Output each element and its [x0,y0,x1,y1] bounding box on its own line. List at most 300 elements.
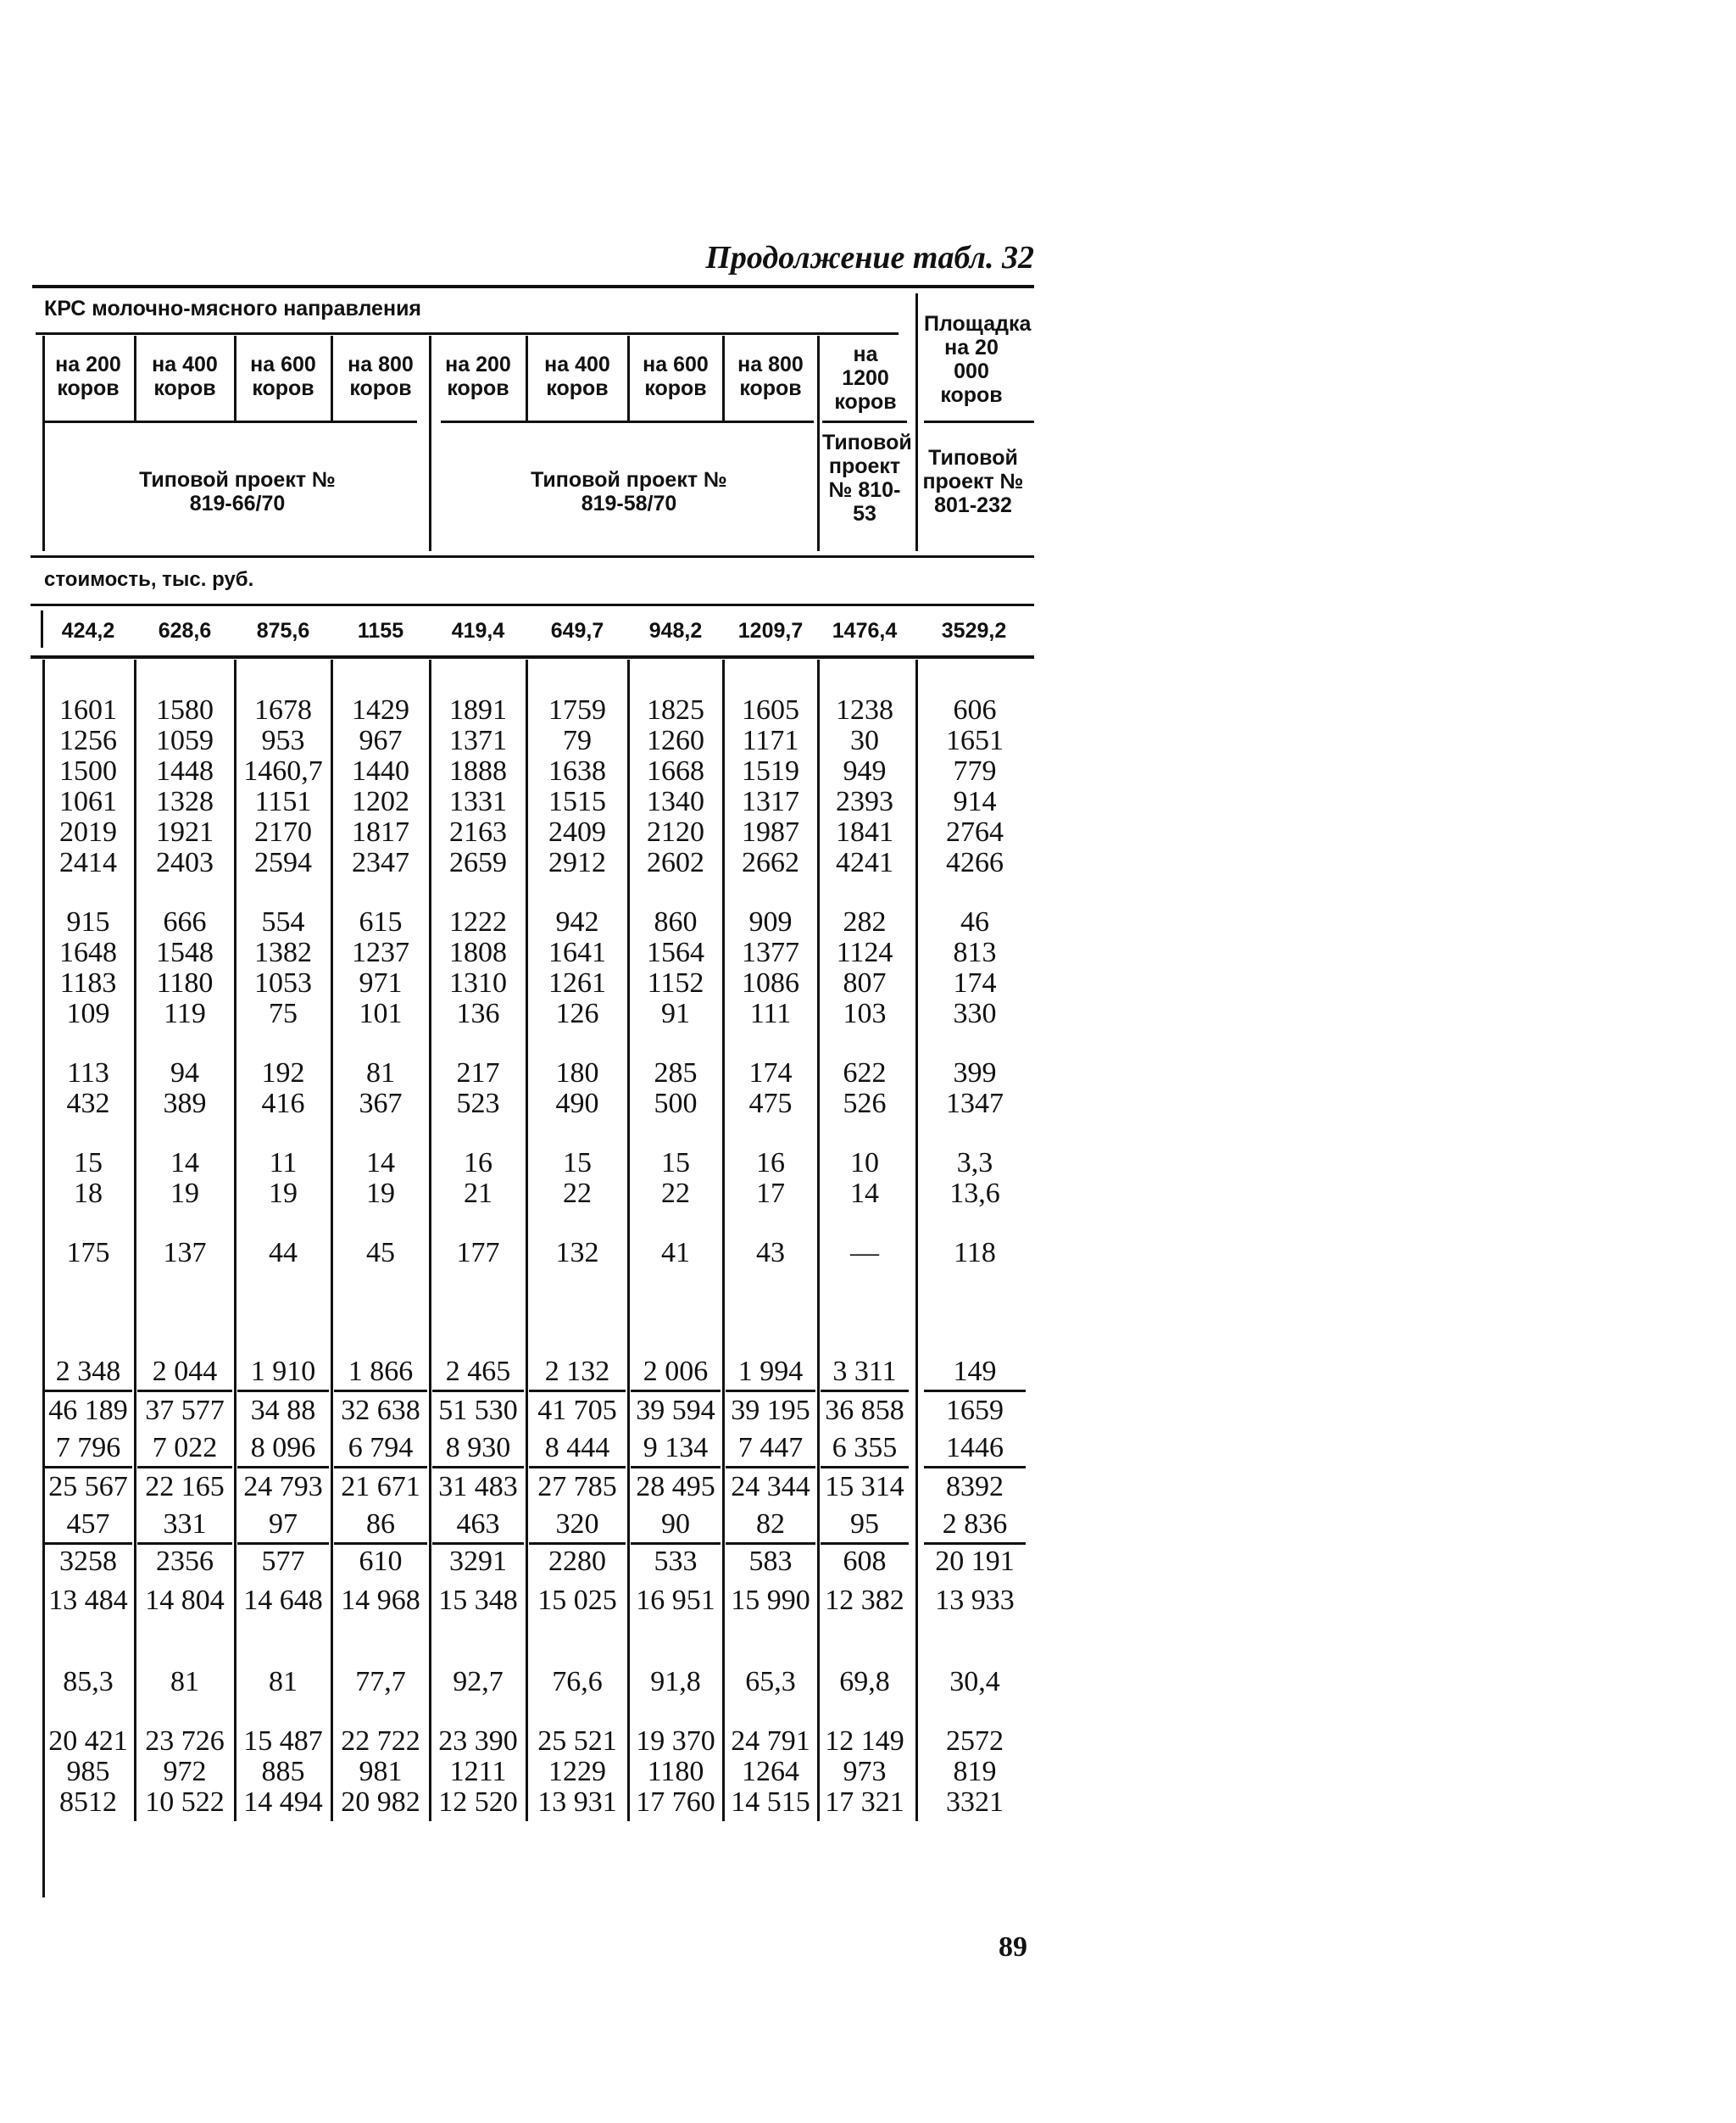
table-cell: 6 794 [334,1433,427,1463]
table-cell: 25 521 [537,1725,617,1757]
table-cell: 1053 [254,967,312,999]
table-cell: 915 [66,906,110,938]
table-cell: 282 [843,906,887,938]
table-cell: 490 [555,1088,599,1119]
table-cell: 46 [960,906,989,938]
header-vline [234,336,236,421]
table-cell: 15 [74,1147,103,1179]
table-cell: 1548 [156,937,214,968]
table-cell: 949 [843,755,887,787]
table-cell: 2356 [156,1546,214,1577]
table-cell: 14 494 [243,1786,323,1818]
table-cell: 4241 [836,847,893,878]
table-continuation-caption: Продолжение табл. 32 [705,240,1034,276]
project-rule-d [924,421,1034,423]
cost-value: 1209,7 [737,619,804,643]
table-cell: 1222 [449,906,507,938]
table-cell: 22 165 [145,1471,225,1502]
table-cell: 971 [359,967,403,999]
table-cell: 75 [269,998,298,1029]
table-cell: 2 465 [432,1357,524,1387]
table-cell: 860 [654,906,698,938]
project-label: Типовой проект № 819-58/70 [531,468,727,515]
table-cell: 1987 [742,816,799,848]
table-cell: 7 796 [44,1433,132,1463]
table-cell: 25 567 [48,1471,128,1502]
cost-value: 875,6 [256,619,310,643]
table-cell: 622 [843,1057,887,1089]
table-cell: 1377 [742,937,799,968]
table-cell: 1580 [156,694,214,726]
table-cell: 1328 [156,786,214,817]
table-cell: 10 522 [145,1786,225,1818]
table-cell: 217 [456,1057,500,1089]
table-cell: 15 025 [537,1585,617,1616]
table-cell: 2347 [352,847,409,878]
table-cell: 15 348 [438,1585,518,1616]
table-cell: 1641 [548,937,606,968]
table-cell: 1331 [449,786,507,817]
header-vline [722,336,725,421]
header-vline [526,336,528,421]
table-cell: 19 [170,1178,199,1209]
table-cell: 136 [456,998,500,1029]
table-cell: 21 671 [341,1471,420,1502]
table-cell: 13 931 [537,1786,617,1818]
table-cell: 177 [456,1237,500,1268]
table-cell: 17 760 [636,1786,715,1818]
table-cell: 1347 [946,1088,1004,1119]
table-cell: 972 [163,1756,207,1787]
table-cell: 330 [953,998,997,1029]
table-cell: 192 [261,1057,305,1089]
table-cell: 24 793 [243,1471,323,1502]
column-separator [526,660,528,1821]
table-cell: 21 [464,1178,492,1209]
table-cell: 1059 [156,725,214,756]
project-label: Типовой проект № 801-232 [922,446,1024,517]
cost-value: 1476,4 [832,619,898,643]
table-cell: 15 487 [243,1725,323,1757]
table-cell: 8512 [59,1786,117,1818]
table-cell: 24 344 [731,1471,810,1502]
table-cell: 914 [953,786,997,817]
column-header: на 1200 коров [834,343,897,414]
table-cell: 28 495 [636,1471,715,1502]
table-cell: 1317 [742,786,799,817]
table-cell: 149 [924,1357,1026,1387]
table-cell: 2594 [254,847,312,878]
table-cell: 85,3 [63,1666,114,1697]
table-cell: 1659 [946,1395,1004,1426]
table-cell: 1891 [449,694,507,726]
table-cell: 1 994 [726,1357,815,1387]
table-cell: 14 648 [243,1585,323,1616]
table-cell: 4266 [946,847,1004,878]
table-cell: 174 [748,1057,793,1089]
table-cell: 1237 [352,937,409,968]
table-cell: 34 88 [250,1395,316,1426]
table-cell: 126 [555,998,599,1029]
table-cell: 1382 [254,937,312,968]
table-cell: — [850,1237,879,1268]
table-cell: 416 [261,1088,305,1119]
table-cell: 1152 [647,967,704,999]
table-cell: 91 [661,998,690,1029]
table-cell: 14 [170,1147,199,1179]
table-cell: 18 [74,1178,103,1209]
table-cell: 19 [269,1178,298,1209]
table-cell: 175 [66,1237,110,1268]
top-rule [32,285,1034,288]
table-cell: 3 311 [821,1357,909,1387]
table-cell: 1124 [836,937,893,968]
table-cell: 2659 [449,847,507,878]
table-cell: 16 [756,1147,785,1179]
cost-value: 1155 [357,619,404,643]
table-cell: 523 [456,1088,500,1119]
table-cell: 1 866 [334,1357,427,1387]
cost-value: 628,6 [158,619,212,643]
table-cell: 14 515 [731,1786,810,1818]
table-cell: 95 [821,1509,909,1540]
table-cell: 1638 [548,755,606,787]
column-separator [134,660,136,1821]
table-cell: 526 [843,1088,887,1119]
table-cell: 79 [563,725,592,756]
table-cell: 91,8 [650,1666,701,1697]
table-cell: 1183 [59,967,117,999]
table-cell: 1817 [352,816,409,848]
table-cell: 8 444 [529,1433,626,1463]
table-cell: 320 [529,1509,626,1540]
unit-rule-top [31,555,1034,558]
project-rule-b [441,421,814,423]
header-vline [429,336,431,551]
table-cell: 909 [748,906,793,938]
column-header: на 200 коров [55,353,121,400]
header-vline [915,293,918,551]
table-cell: 1605 [742,694,799,726]
table-cell: 367 [359,1088,403,1119]
table-cell: 22 [563,1178,592,1209]
table-cell: 37 577 [145,1395,225,1426]
table-cell: 1429 [352,694,409,726]
table-cell: 432 [66,1088,110,1119]
table-cell: 2 044 [137,1357,232,1387]
table-cell: 1841 [836,816,893,848]
table-cell: 1515 [548,786,606,817]
table-cell: 2 836 [924,1509,1026,1540]
table-cell: 1264 [742,1756,799,1787]
table-cell: 46 189 [48,1395,128,1426]
table-cell: 20 982 [341,1786,420,1818]
table-cell: 15 [563,1147,592,1179]
column-header: на 400 коров [152,353,218,400]
table-cell: 2120 [647,816,704,848]
table-cell: 97 [237,1509,329,1540]
table-cell: 44 [269,1237,298,1268]
table-cell: 457 [44,1509,132,1540]
table-cell: 285 [654,1057,698,1089]
table-cell: 1564 [647,937,704,968]
table-cell: 22 722 [341,1725,420,1757]
table-cell: 111 [749,998,792,1029]
table-cell: 81 [170,1666,199,1697]
table-cell: 606 [953,694,997,726]
table-cell: 119 [164,998,206,1029]
table-cell: 65,3 [745,1666,796,1697]
table-cell: 2912 [548,847,606,878]
table-cell: 109 [66,998,110,1029]
table-cell: 2 132 [529,1357,626,1387]
table-cell: 1446 [924,1433,1026,1463]
table-cell: 15 [661,1147,690,1179]
unit-label: стоимость, тыс. руб. [44,568,254,591]
table-cell: 51 530 [438,1395,518,1426]
table-cell: 1261 [548,967,606,999]
table-cell: 615 [359,906,403,938]
table-cell: 1448 [156,755,214,787]
table-cell: 807 [843,967,887,999]
table-cell: 82 [726,1509,815,1540]
table-cell: 101 [359,998,403,1029]
table-cell: 3,3 [956,1147,993,1179]
table-cell: 1151 [254,786,312,817]
table-cell: 1238 [836,694,893,726]
table-cell: 6 355 [821,1433,909,1463]
table-cell: 7 447 [726,1433,815,1463]
table-cell: 27 785 [537,1471,617,1502]
table-cell: 1678 [254,694,312,726]
table-cell: 1371 [449,725,507,756]
table-cell: 583 [748,1546,793,1577]
table-cell: 331 [137,1509,232,1540]
table-cell: 16 951 [636,1585,715,1616]
table-cell: 2393 [836,786,893,817]
table-cell: 608 [843,1546,887,1577]
table-cell: 1171 [742,725,799,756]
table-cell: 76,6 [552,1666,603,1697]
table-cell: 1648 [59,937,117,968]
table-cell: 17 [756,1178,785,1209]
table-cell: 1460,7 [243,755,323,787]
table-cell: 180 [555,1057,599,1089]
table-cell: 132 [555,1237,599,1268]
table-cell: 24 791 [731,1725,810,1757]
table-cell: 577 [261,1546,305,1577]
table-cell: 554 [261,906,305,938]
table-cell: 610 [359,1546,403,1577]
header-vline [627,336,630,421]
table-cell: 14 968 [341,1585,420,1616]
table-cell: 3291 [449,1546,507,1577]
table-cell: 967 [359,725,403,756]
table-cell: 1 910 [237,1357,329,1387]
table-cell: 779 [953,755,997,787]
table-cell: 23 726 [145,1725,225,1757]
table-cell: 12 382 [825,1585,904,1616]
table-cell: 1759 [548,694,606,726]
table-cell: 2163 [449,816,507,848]
table-cell: 2403 [156,847,214,878]
table-cell: 1888 [449,755,507,787]
column-header: на 200 коров [445,353,511,400]
table-cell: 9 134 [631,1433,721,1463]
table-cell: 15 990 [731,1585,810,1616]
column-header: Площадка на 20 000 коров [924,312,1032,407]
table-cell: 819 [953,1756,997,1787]
table-cell: 2602 [647,847,704,878]
table-cell: 30,4 [949,1666,1000,1697]
table-cell: 1086 [742,967,799,999]
table-cell: 81 [269,1666,298,1697]
cost-value: 3529,2 [941,619,1007,643]
cost-vline [41,610,43,648]
table-cell: 3321 [946,1786,1004,1818]
table-cell: 1668 [647,755,704,787]
table-cell: 137 [163,1237,207,1268]
column-header: на 400 коров [544,353,610,400]
table-cell: 1601 [59,694,117,726]
cost-value: 948,2 [648,619,703,643]
table-cell: 113 [67,1057,109,1089]
header-vline [134,336,136,421]
column-separator [722,660,725,1821]
table-cell: 41 [661,1237,690,1268]
table-cell: 2280 [548,1546,606,1577]
table-cell: 13 484 [48,1585,128,1616]
table-cell: 2 006 [631,1357,721,1387]
table-cell: 174 [953,967,997,999]
column-separator [817,660,820,1821]
table-cell: 13,6 [949,1178,1000,1209]
table-cell: 2170 [254,816,312,848]
table-cell: 39 594 [636,1395,715,1426]
table-cell: 36 858 [825,1395,904,1426]
header-vline [817,336,820,551]
cost-value: 424,2 [61,619,115,643]
table-cell: 1061 [59,786,117,817]
table-cell: 92,7 [453,1666,504,1697]
cost-value: 419,4 [451,619,505,643]
table-cell: 2 348 [44,1357,132,1387]
column-header: на 600 коров [643,353,709,400]
column-separator [331,660,333,1821]
table-cell: 16 [464,1147,492,1179]
table-cell: 1180 [156,967,214,999]
table-cell: 1651 [946,725,1004,756]
table-cell: 12 149 [825,1725,904,1757]
table-cell: 500 [654,1088,698,1119]
group-rule [36,332,899,335]
table-cell: 20 191 [935,1546,1015,1577]
table-cell: 1340 [647,786,704,817]
table-cell: 22 [661,1178,690,1209]
column-separator [429,660,431,1821]
table-cell: 23 390 [438,1725,518,1757]
table-cell: 2409 [548,816,606,848]
group-label: КРС молочно-мясного направления [44,297,422,320]
column-separator [627,660,630,1821]
table-cell: 8 930 [432,1433,524,1463]
table-cell: 399 [953,1057,997,1089]
table-cell: 14 [850,1178,879,1209]
table-cell: 15 314 [825,1471,904,1502]
table-cell: 103 [843,998,887,1029]
table-cell: 1229 [548,1756,606,1787]
table-cell: 43 [756,1237,785,1268]
table-cell: 69,8 [839,1666,890,1697]
table-cell: 1519 [742,755,799,787]
table-cell: 973 [843,1756,887,1787]
table-cell: 3258 [59,1546,117,1577]
cost-value: 649,7 [550,619,604,643]
column-separator [915,660,918,1821]
column-header: на 800 коров [737,353,804,400]
table-cell: 12 520 [438,1786,518,1818]
table-cell: 389 [163,1088,207,1119]
table-cell: 45 [366,1237,395,1268]
table-cell: 39 195 [731,1395,810,1426]
table-cell: 463 [432,1509,524,1540]
table-cell: 20 421 [48,1725,128,1757]
table-cell: 1310 [449,967,507,999]
table-cell: 985 [66,1756,110,1787]
project-rule-a [44,421,417,423]
table-cell: 30 [850,725,879,756]
table-cell: 32 638 [341,1395,420,1426]
column-header: на 800 коров [348,353,414,400]
table-cell: 1260 [647,725,704,756]
table-cell: 81 [366,1057,395,1089]
table-cell: 1825 [647,694,704,726]
table-cell: 981 [359,1756,403,1787]
table-cell: 90 [631,1509,721,1540]
table-cell: 2019 [59,816,117,848]
column-separator [234,660,236,1821]
table-cell: 2414 [59,847,117,878]
table-cell: 533 [654,1546,698,1577]
body-rule [31,655,1034,659]
table-cell: 14 804 [145,1585,225,1616]
table-cell: 1921 [156,816,214,848]
table-cell: 1211 [449,1756,507,1787]
table-cell: 10 [850,1147,879,1179]
table-cell: 19 370 [636,1725,715,1757]
table-cell: 1808 [449,937,507,968]
table-cell: 1500 [59,755,117,787]
page-number: 89 [999,1931,1027,1963]
project-label: Типовой проект № 819-66/70 [139,468,336,515]
table-cell: 1440 [352,755,409,787]
table-cell: 77,7 [355,1666,406,1697]
table-cell: 8392 [946,1471,1004,1502]
table-cell: 1202 [352,786,409,817]
table-cell: 13 933 [935,1585,1015,1616]
project-rule-c [822,421,907,423]
table-cell: 8 096 [237,1433,329,1463]
header-vline [331,336,333,421]
table-cell: 2662 [742,847,799,878]
table-cell: 41 705 [537,1395,617,1426]
table-cell: 1256 [59,725,117,756]
table-cell: 118 [954,1237,996,1268]
table-cell: 942 [555,906,599,938]
table-cell: 666 [163,906,207,938]
table-cell: 953 [261,725,305,756]
table-cell: 7 022 [137,1433,232,1463]
